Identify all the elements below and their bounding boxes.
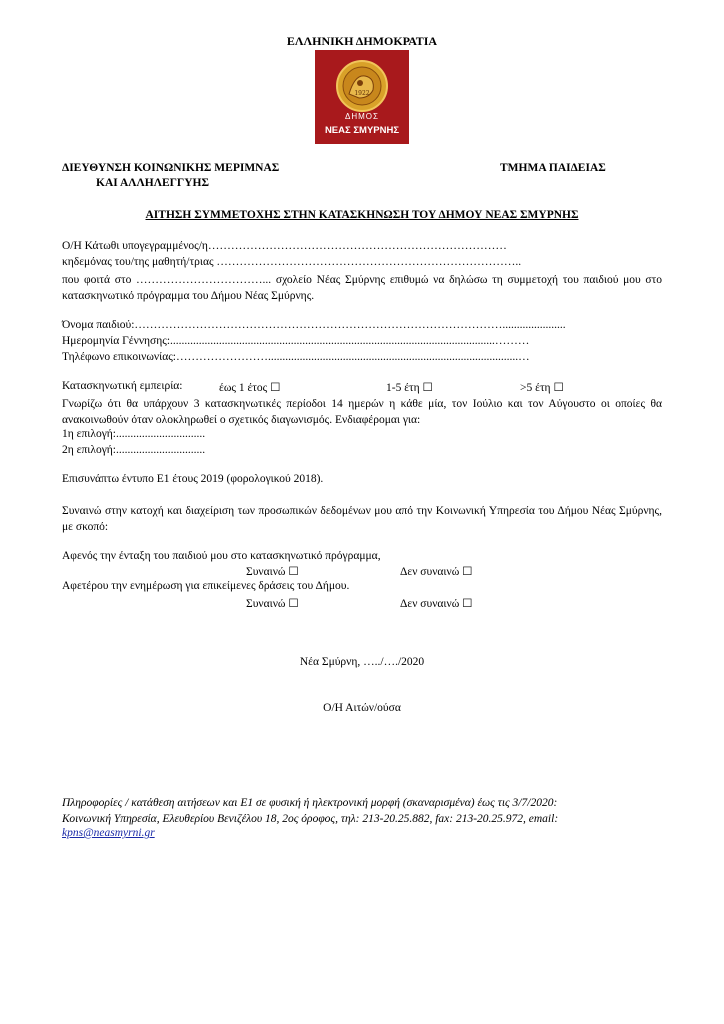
republic-heading: ΕΛΛΗΝΙΚΗ ΔΗΜΟΚΡΑΤΙΑ [286,34,438,48]
form-title: ΑΙΤΗΣΗ ΣΥΜΜΕΤΟΧΗΣ ΣΤΗΝ ΚΑΤΑΣΚΗΝΩΣΗ ΤΟΥ ΔΗΜΟΥ ΝΕΑΣ ΣΜΥΡΝΗΣ [145,209,579,221]
experience-option-3[interactable]: >5 έτη ☐ [520,382,564,394]
camp-periods-text: Γνωρίζω ότι θα υπάρχουν 3 κατασκηνωτικές περίοδοι 14 ημερών η κάθε μία, τον Ιούλιο και τον Αύγουστο οι οποίες θα ανακοινωθούν όταν ολοκληρωθεί ο σχετικός διαγωνισμός. Ενδιαφέρομαι για: [62,398,662,426]
date-line: Νέα Σμύρνη, …../…./2020 [299,656,425,668]
department-left-line2: ΚΑΙ ΑΛΛΗΛΕΓΓΥΗΣ [96,177,210,189]
consent-statement: Συναινώ στην κατοχή και διαχείριση των προσωπικών δεδομένων μου από την Κοινωνική Υπηρεσία του Δήμου Νέας Σμύρνης, με σκοπό: [62,505,662,533]
consent-program-text: Αφενός την ένταξη του παιδιού μου στο κατασκηνωτικό πρόγραμμα, [62,550,381,562]
child-name-field: Όνομα παιδιού:……………………………………………………………………………………...................... [62,319,566,331]
attachment-note: Επισυνάπτω έντυπο Ε1 έτους 2019 (φορολογικού 2018). [62,473,324,485]
svg-text:1922: 1922 [354,90,370,97]
guardian-line: κηδεμόνας του/της μαθητή/τριας …………………………………………………………………….. [62,256,522,268]
experience-option-2[interactable]: 1-5 έτη ☐ [386,382,433,394]
signature-label: Ο/Η Αιτών/ούσα [323,702,401,714]
school-declaration: που φοιτά στο ……………………………... σχολείο Νέας Σμύρνης επιθυμώ να δηλώσω τη συμμετοχή του παιδιού μου στο κατασκηνωτικό πρόγραμμα του Δήμου Νέας Σμύρνης. [62,274,662,302]
phone-field: Τηλέφωνο επικοινωνίας:…………………….......................................................................................… [62,351,530,363]
first-choice-field: 1η επιλογή:............................... [62,428,206,440]
department-right: ΤΜΗΜΑ ΠΑΙΔΕΙΑΣ [500,162,606,174]
consent-updates-text: Αφετέρου την ενημέρωση για επικείμενες δράσεις του Δήμου. [62,580,350,592]
applicant-name-line: Ο/Η Κάτωθι υπογεγραμμένος/η…………………………………………………………………… [62,240,507,252]
municipality-logo [315,50,409,144]
footer-info-line2: Κοινωνική Υπηρεσία, Ελευθερίου Βενιζέλου 18, 2ος όροφος, τηλ: 213-20.25.882, fax: 213-20.25.972, email: [62,813,559,825]
department-left-line1: ΔΙΕΥΘΥΝΣΗ ΚΟΙΝΩΝΙΚΗΣ ΜΕΡΙΜΝΑΣ [62,162,280,174]
birth-date-field: Ημερομηνία Γέννησης:.................................................................................................................……… [62,335,530,347]
experience-option-1[interactable]: έως 1 έτος ☐ [219,382,281,394]
logo-text-line2: ΝΕΑΣ ΣΜΥΡΝΗΣ [324,125,400,136]
consent-updates-disagree[interactable]: Δεν συναινώ ☐ [400,598,473,610]
experience-label: Κατασκηνωτική εμπειρία: [62,380,183,392]
consent-program-disagree[interactable]: Δεν συναινώ ☐ [400,566,473,578]
consent-program-agree[interactable]: Συναινώ ☐ [246,566,299,578]
logo-text-line1: ΔΗΜΟΣ [345,112,379,121]
footer-info-line1: Πληροφορίες / κατάθεση αιτήσεων και Ε1 σε φυσική ή ηλεκτρονική μορφή (σκαναρισμένα) έως τις 3/7/2020: [62,797,558,809]
footer-email-link[interactable]: kpns@neasmyrni.gr [62,827,155,839]
consent-updates-agree[interactable]: Συναινώ ☐ [246,598,299,610]
second-choice-field: 2η επιλογή:............................... [62,444,206,456]
